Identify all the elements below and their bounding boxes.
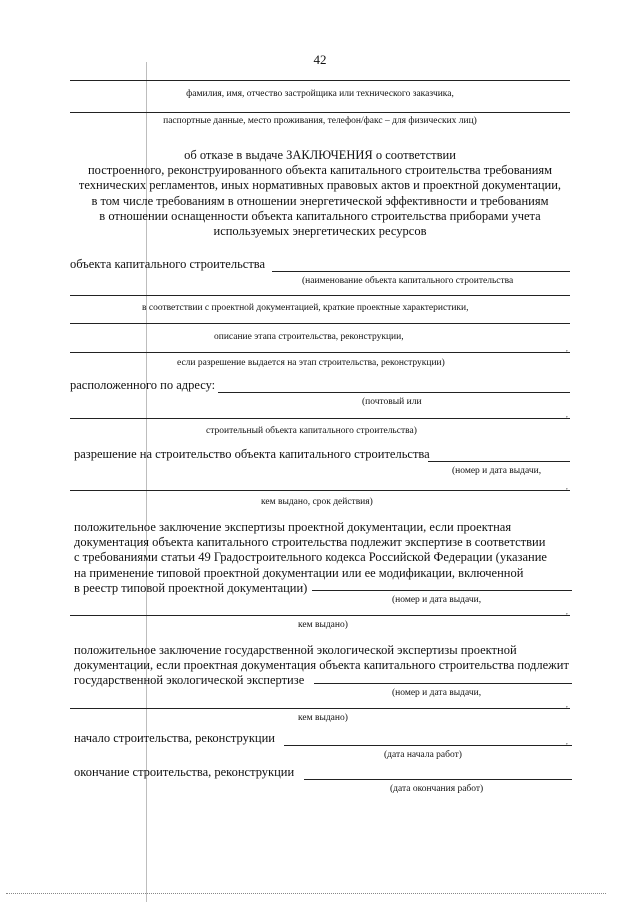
expertise-field-line <box>312 590 572 591</box>
expertise-paragraph: положительное заключение экспертизы проектной документации, если проектная документация объекта капитального строительства подлежит экспертизе в соответствии с требованиями статьи 49 Градостроительного кодекса Российской Федерации (указание на применение типовой проектной документации или ее модификации, включенной в реестр типовой проектной документации) <box>74 520 547 595</box>
passport-caption: паспортные данные, место проживания, телефон/факс – для физических лиц) <box>163 116 477 126</box>
developer-field-line <box>70 80 570 81</box>
permit-field-line-2 <box>70 490 570 491</box>
ecology-issued-caption: кем выдано) <box>298 713 348 723</box>
start-date-caption: (дата начала работ) <box>384 750 462 760</box>
passport-field-line <box>70 112 570 113</box>
permit-issued-caption: кем выдано, срок действия) <box>261 497 373 507</box>
title-line: в том числе требованиям в отношении энергетической эффективности и требованиям <box>91 193 549 208</box>
start-label: начало строительства, реконструкции <box>74 731 275 745</box>
ecology-field-line <box>314 683 572 684</box>
start-field-line <box>284 745 572 746</box>
object-field-line-4 <box>70 352 570 353</box>
stage-caption: описание этапа строительства, реконструкции, <box>214 332 404 342</box>
title-line: в отношении оснащенности объекта капитального строительства приборами учета <box>99 208 541 223</box>
document-page: 42 фамилия, имя, отчество застройщика или технического заказчика, паспортные данные, место проживания, телефон/факс – для физических лиц) об отказе в выдаче ЗАКЛЮЧЕНИЯ о соответствии построенного, реконструированного объекта капитального строительства требованиям технических регламентов, иных нормативных правовых актов и проектной документации, в том числе требованиям в отношении энергетической эффективности и требованиям в отношении оснащенности объекта капитального строительства приборами учета используемых энергетических ресурсов объекта капитального строительства (наименование объекта капитального строительства в соответствии с проектной документацией, краткие проектные характеристики, описание этапа строительства, реконструкции, , если разрешение выдается на этап строительства, реконструкции) расположенного по адресу: (почтовый или , строительный объекта капитального строительства) разрешение на строительство объекта капитального строительства (номер и дата выдачи, , кем выдано, срок действия) положительное заключение экспертизы проектной документации, если проектная документация объекта капитального строительства подлежит экспертизе в соответствии с требованиями статьи 49 Градостроительного кодекса Российской Федерации (указание на применение типовой проектной документации или ее модификации, включенной в реестр типовой проектной документации) (номер и дата выдачи, , кем выдано) положительное заключение государственной экологической экспертизы проектной документации, если проектная документация объекта капитального строительства подлежит государственной экологической экспертизе (номер и дата выдачи, , кем выдано) начало строительства, реконструкции , (дата начала работ) окончание строительства, реконструкции (дата окончания работ) <box>0 0 640 905</box>
expertise-field-line-2 <box>70 615 570 616</box>
expertise-number-caption: (номер и дата выдачи, <box>392 595 482 605</box>
postal-caption: (почтовый или <box>362 397 422 407</box>
permit-label: разрешение на строительство объекта капитального строительства <box>74 447 430 461</box>
object-field-line-3 <box>70 323 570 324</box>
address-label: расположенного по адресу: <box>70 378 216 392</box>
if-stage-caption: если разрешение выдается на этап строительства, реконструкции) <box>177 358 445 368</box>
permit-number-caption: (номер и дата выдачи, <box>452 466 542 476</box>
title-line: об отказе в выдаче ЗАКЛЮЧЕНИЯ о соответствии <box>184 148 456 162</box>
end-date-caption: (дата окончания работ) <box>390 784 484 794</box>
developer-caption: фамилия, имя, отчество застройщика или технического заказчика, <box>186 89 454 99</box>
object-name-caption: (наименование объекта капитального строительства <box>302 276 514 286</box>
scan-bottom-edge <box>6 893 606 894</box>
object-field-line <box>272 271 570 272</box>
document-title <box>60 148 580 239</box>
ecology-number-caption: (номер и дата выдачи, <box>392 688 482 698</box>
title-line: используемых энергетических ресурсов <box>213 224 427 239</box>
object-label: объекта капитального строительства <box>70 257 266 271</box>
end-label: окончание строительства, реконструкции <box>74 765 295 779</box>
ecology-paragraph: положительное заключение государственной экологической экспертизы проектной документации, если проектная документация объекта капитального строительства подлежит государственной экологической экспертизе <box>74 643 569 688</box>
title-line: технических регламентов, иных нормативных правовых актов и проектной документации, <box>78 178 562 193</box>
page-number: 42 <box>313 52 327 67</box>
ecology-field-line-2 <box>70 708 570 709</box>
object-field-line-2 <box>70 295 570 296</box>
address-field-line <box>218 392 570 393</box>
end-field-line <box>304 779 572 780</box>
per-project-caption: в соответствии с проектной документацией, краткие проектные характеристики, <box>142 303 469 313</box>
address-field-line-2 <box>70 418 570 419</box>
construction-address-caption: строительный объекта капитального строительства) <box>206 426 417 436</box>
expertise-issued-caption: кем выдано) <box>298 620 348 630</box>
title-line: построенного, реконструированного объекта капитального строительства требованиям <box>87 163 553 178</box>
permit-field-line <box>428 461 570 462</box>
